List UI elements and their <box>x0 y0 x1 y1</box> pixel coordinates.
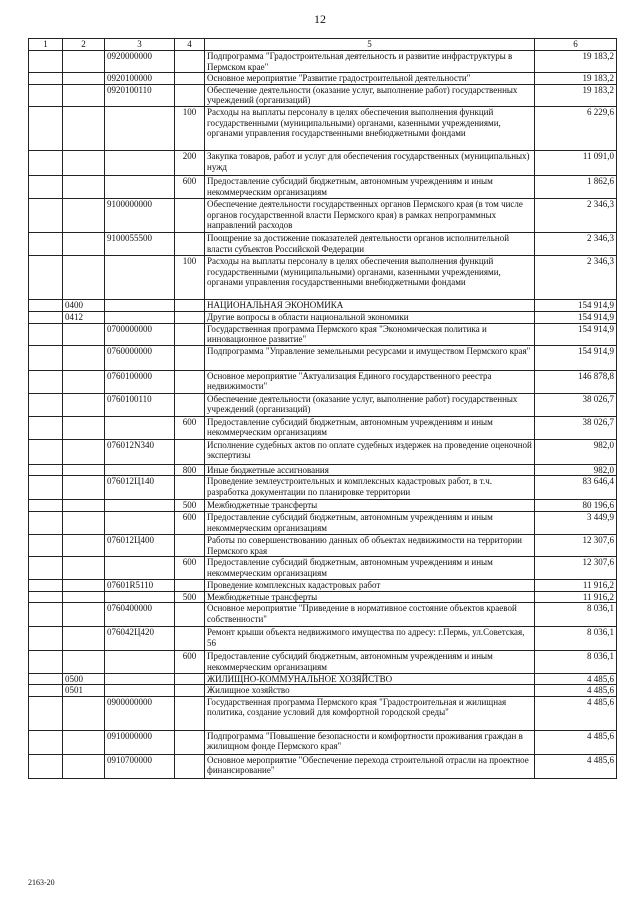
code-target-article: 0900000000 <box>105 696 175 730</box>
table-row <box>29 696 617 730</box>
code-expense-type <box>175 673 205 685</box>
code-target-article: 0760100110 <box>105 393 175 416</box>
row-description: Исполнение судебных актов по оплате судебных издержек на проведение оценочной экспертизы <box>205 439 535 464</box>
code-subsection <box>63 439 105 464</box>
code-section <box>29 603 63 627</box>
row-description: Предоставление субсидий бюджетным, автономным учреждениям и иным некоммерческим организациям <box>205 511 535 534</box>
table-row <box>29 255 617 299</box>
code-target-article <box>105 651 175 673</box>
row-description: Жилищное хозяйство <box>205 685 535 697</box>
budget-table <box>28 38 617 779</box>
row-description: Другие вопросы в области национальной экономики <box>205 311 535 323</box>
table-row <box>29 323 617 345</box>
code-subsection <box>63 232 105 255</box>
code-target-article: 076012Ц140 <box>105 476 175 500</box>
row-amount: 12 307,6 <box>535 534 617 556</box>
row-amount: 11 916,2 <box>535 591 617 603</box>
code-expense-type <box>175 627 205 651</box>
code-section <box>29 175 63 198</box>
table-row <box>29 150 617 175</box>
code-target-article: 9100000000 <box>105 198 175 232</box>
row-description: Межбюджетные трансферты <box>205 591 535 603</box>
code-target-article <box>105 175 175 198</box>
table-row <box>29 673 617 685</box>
code-section <box>29 51 63 73</box>
table-row <box>29 84 617 106</box>
table-row <box>29 73 617 85</box>
code-subsection <box>63 323 105 345</box>
row-amount: 8 036,1 <box>535 651 617 673</box>
row-amount: 4 485,6 <box>535 696 617 730</box>
code-section <box>29 323 63 345</box>
code-section <box>29 232 63 255</box>
code-expense-type: 500 <box>175 591 205 603</box>
row-amount: 2 346,3 <box>535 255 617 299</box>
code-target-article: 9100055500 <box>105 232 175 255</box>
row-amount: 982,0 <box>535 439 617 464</box>
code-expense-type: 600 <box>175 557 205 580</box>
code-expense-type <box>175 84 205 106</box>
code-section <box>29 299 63 311</box>
row-description: Предоставление субсидий бюджетным, автономным учреждениям и иным некоммерческим организациям <box>205 557 535 580</box>
code-target-article <box>105 673 175 685</box>
code-subsection <box>63 511 105 534</box>
code-subsection <box>63 591 105 603</box>
table-row <box>29 464 617 476</box>
code-section <box>29 511 63 534</box>
code-subsection <box>63 476 105 500</box>
code-expense-type <box>175 345 205 370</box>
code-section <box>29 393 63 416</box>
code-expense-type <box>175 685 205 697</box>
row-amount: 12 307,6 <box>535 557 617 580</box>
column-header: 4 <box>175 39 205 51</box>
code-target-article <box>105 500 175 512</box>
column-header: 6 <box>535 39 617 51</box>
row-amount: 11 916,2 <box>535 580 617 592</box>
row-description: ЖИЛИЩНО-КОММУНАЛЬНОЕ ХОЗЯЙСТВО <box>205 673 535 685</box>
code-expense-type <box>175 534 205 556</box>
row-description: Основное мероприятие "Приведение в нормативное состояние объектов краевой собственности" <box>205 603 535 627</box>
table-row <box>29 580 617 592</box>
code-target-article: 0760400000 <box>105 603 175 627</box>
code-expense-type: 600 <box>175 511 205 534</box>
code-expense-type <box>175 580 205 592</box>
row-amount: 982,0 <box>535 464 617 476</box>
code-expense-type: 200 <box>175 150 205 175</box>
code-subsection <box>63 150 105 175</box>
code-subsection <box>63 696 105 730</box>
code-target-article: 0910700000 <box>105 754 175 778</box>
code-section <box>29 255 63 299</box>
row-amount: 4 485,6 <box>535 730 617 754</box>
code-section <box>29 580 63 592</box>
code-subsection <box>63 255 105 299</box>
code-expense-type <box>175 299 205 311</box>
code-target-article <box>105 511 175 534</box>
row-amount: 8 036,1 <box>535 603 617 627</box>
code-expense-type <box>175 232 205 255</box>
column-header: 3 <box>105 39 175 51</box>
code-target-article: 0700000000 <box>105 323 175 345</box>
table-row <box>29 651 617 673</box>
table-row <box>29 730 617 754</box>
code-section <box>29 673 63 685</box>
code-section <box>29 73 63 85</box>
row-amount: 2 346,3 <box>535 198 617 232</box>
table-row <box>29 534 617 556</box>
row-description: Предоставление субсидий бюджетным, автономным учреждениям и иным некоммерческим организациям <box>205 175 535 198</box>
code-expense-type <box>175 439 205 464</box>
code-expense-type: 100 <box>175 106 205 150</box>
table-row <box>29 198 617 232</box>
code-target-article <box>105 311 175 323</box>
code-section <box>29 439 63 464</box>
code-target-article <box>105 557 175 580</box>
table-row <box>29 345 617 370</box>
code-target-article: 076042Ц420 <box>105 627 175 651</box>
row-amount: 38 026,7 <box>535 393 617 416</box>
code-expense-type <box>175 393 205 416</box>
row-description: НАЦИОНАЛЬНАЯ ЭКОНОМИКА <box>205 299 535 311</box>
code-section <box>29 557 63 580</box>
row-description: Государственная программа Пермского края "Градостроительная и жилищная политика, создание условий для комфортной городской среды" <box>205 696 535 730</box>
row-amount: 1 862,6 <box>535 175 617 198</box>
row-description: Основное мероприятие "Обеспечение перехода строительной отрасли на проектное финансирование" <box>205 754 535 778</box>
row-description: Расходы на выплаты персоналу в целях обеспечения выполнения функций государственными (муниципальными) органами, казенными учреждениями, органами управления государственными внебюджетными фондами <box>205 106 535 150</box>
code-subsection <box>63 557 105 580</box>
row-description: Подпрограмма "Управление земельными ресурсами и имуществом Пермского края" <box>205 345 535 370</box>
code-expense-type: 100 <box>175 255 205 299</box>
row-amount: 8 036,1 <box>535 627 617 651</box>
code-section <box>29 198 63 232</box>
code-section <box>29 84 63 106</box>
table-row <box>29 439 617 464</box>
row-amount: 4 485,6 <box>535 673 617 685</box>
code-target-article <box>105 106 175 150</box>
code-expense-type: 600 <box>175 651 205 673</box>
code-target-article <box>105 591 175 603</box>
code-subsection <box>63 627 105 651</box>
code-target-article <box>105 255 175 299</box>
code-subsection: 0500 <box>63 673 105 685</box>
column-header: 5 <box>205 39 535 51</box>
row-amount: 154 914,9 <box>535 311 617 323</box>
row-amount: 3 449,9 <box>535 511 617 534</box>
code-subsection <box>63 580 105 592</box>
code-target-article <box>105 464 175 476</box>
row-amount: 83 646,4 <box>535 476 617 500</box>
table-row <box>29 511 617 534</box>
code-subsection <box>63 73 105 85</box>
code-subsection <box>63 51 105 73</box>
row-amount: 2 346,3 <box>535 232 617 255</box>
code-expense-type <box>175 476 205 500</box>
code-target-article: 0920000000 <box>105 51 175 73</box>
code-expense-type: 800 <box>175 464 205 476</box>
code-expense-type <box>175 311 205 323</box>
row-amount: 154 914,9 <box>535 345 617 370</box>
row-amount: 80 196,6 <box>535 500 617 512</box>
row-description: Обеспечение деятельности (оказание услуг, выполнение работ) государственных учреждений (организаций) <box>205 393 535 416</box>
table-row <box>29 416 617 439</box>
code-expense-type: 600 <box>175 175 205 198</box>
code-subsection <box>63 730 105 754</box>
code-section <box>29 106 63 150</box>
code-target-article: 0910000000 <box>105 730 175 754</box>
row-description: Ремонт крыши объекта недвижимого имущества по адресу: г.Пермь, ул.Советская, 56 <box>205 627 535 651</box>
row-description: Проведение землеустроительных и комплексных кадастровых работ, в т.ч. разработка документации по планировке территории <box>205 476 535 500</box>
code-expense-type <box>175 754 205 778</box>
code-subsection: 0501 <box>63 685 105 697</box>
table-row <box>29 51 617 73</box>
code-section <box>29 730 63 754</box>
code-expense-type <box>175 323 205 345</box>
code-section <box>29 500 63 512</box>
code-expense-type: 500 <box>175 500 205 512</box>
row-amount: 19 183,2 <box>535 73 617 85</box>
row-amount: 154 914,9 <box>535 299 617 311</box>
row-amount: 19 183,2 <box>535 84 617 106</box>
code-expense-type <box>175 51 205 73</box>
code-expense-type: 600 <box>175 416 205 439</box>
code-target-article <box>105 685 175 697</box>
code-section <box>29 416 63 439</box>
table-row <box>29 106 617 150</box>
column-header: 2 <box>63 39 105 51</box>
row-amount: 4 485,6 <box>535 685 617 697</box>
code-target-article: 0920100000 <box>105 73 175 85</box>
table-row <box>29 299 617 311</box>
table-row <box>29 500 617 512</box>
row-description: Предоставление субсидий бюджетным, автономным учреждениям и иным некоммерческим организациям <box>205 651 535 673</box>
row-amount: 11 091,0 <box>535 150 617 175</box>
code-target-article: 07601R5110 <box>105 580 175 592</box>
row-amount: 154 914,9 <box>535 323 617 345</box>
row-amount: 19 183,2 <box>535 51 617 73</box>
table-row <box>29 393 617 416</box>
table-row <box>29 311 617 323</box>
table-row <box>29 175 617 198</box>
row-description: Подпрограмма "Градостроительная деятельность и развитие инфраструктуры в Пермском крае" <box>205 51 535 73</box>
row-description: Расходы на выплаты персоналу в целях обеспечения выполнения функций государственными (муниципальными) органами, казенными учреждениями, органами управления государственными внебюджетными фондами <box>205 255 535 299</box>
code-subsection <box>63 393 105 416</box>
code-subsection: 0400 <box>63 299 105 311</box>
row-description: Предоставление субсидий бюджетным, автономным учреждениям и иным некоммерческим организациям <box>205 416 535 439</box>
code-target-article: 0920100110 <box>105 84 175 106</box>
table-row <box>29 591 617 603</box>
code-subsection <box>63 345 105 370</box>
code-subsection <box>63 84 105 106</box>
code-target-article <box>105 299 175 311</box>
code-subsection <box>63 198 105 232</box>
code-section <box>29 150 63 175</box>
code-subsection <box>63 603 105 627</box>
code-expense-type <box>175 370 205 393</box>
code-subsection <box>63 651 105 673</box>
row-description: Работы по совершенствованию данных об объектах недвижимости на территории Пермского края <box>205 534 535 556</box>
code-expense-type <box>175 198 205 232</box>
code-section <box>29 754 63 778</box>
code-subsection <box>63 370 105 393</box>
row-description: Проведение комплексных кадастровых работ <box>205 580 535 592</box>
row-description: Основное мероприятие "Развитие градостроительной деятельности" <box>205 73 535 85</box>
code-expense-type <box>175 73 205 85</box>
code-subsection <box>63 416 105 439</box>
table-header-row <box>29 39 617 51</box>
code-subsection <box>63 175 105 198</box>
row-description: Основное мероприятие "Актуализация Единого государственного реестра недвижимости" <box>205 370 535 393</box>
code-expense-type <box>175 696 205 730</box>
table-row <box>29 370 617 393</box>
table-row <box>29 557 617 580</box>
code-section <box>29 696 63 730</box>
code-subsection <box>63 534 105 556</box>
code-subsection <box>63 106 105 150</box>
code-subsection <box>63 500 105 512</box>
row-description: Обеспечение деятельности государственных органов Пермского края (в том числе органов государственной власти Пермского края) в рамках непрограммных направлений расходов <box>205 198 535 232</box>
document-code: 2163-20 <box>28 878 55 887</box>
code-section <box>29 534 63 556</box>
page-number: 12 <box>314 12 326 26</box>
code-expense-type <box>175 730 205 754</box>
code-section <box>29 476 63 500</box>
code-section <box>29 685 63 697</box>
code-subsection <box>63 754 105 778</box>
code-section <box>29 345 63 370</box>
code-subsection: 0412 <box>63 311 105 323</box>
row-description: Подпрограмма "Повышение безопасности и комфортности проживания граждан в жилищном фонде Пермского края" <box>205 730 535 754</box>
row-amount: 6 229,6 <box>535 106 617 150</box>
row-description: Государственная программа Пермского края "Экономическая политика и инновационное развитие" <box>205 323 535 345</box>
code-section <box>29 591 63 603</box>
row-description: Иные бюджетные ассигнования <box>205 464 535 476</box>
table-row <box>29 685 617 697</box>
code-section <box>29 464 63 476</box>
row-description: Закупка товаров, работ и услуг для обеспечения государственных (муниципальных) нужд <box>205 150 535 175</box>
row-description: Поощрение за достижение показателей деятельности органов исполнительной власти субъектов Российской Федерации <box>205 232 535 255</box>
code-target-article <box>105 150 175 175</box>
code-target-article <box>105 416 175 439</box>
table-row <box>29 754 617 778</box>
code-target-article: 076012Ц400 <box>105 534 175 556</box>
row-amount: 4 485,6 <box>535 754 617 778</box>
code-section <box>29 627 63 651</box>
table-row <box>29 476 617 500</box>
code-target-article: 0760100000 <box>105 370 175 393</box>
row-description: Обеспечение деятельности (оказание услуг, выполнение работ) государственных учреждений (организаций) <box>205 84 535 106</box>
table-row <box>29 627 617 651</box>
code-target-article: 076012N340 <box>105 439 175 464</box>
table-row <box>29 603 617 627</box>
code-section <box>29 651 63 673</box>
table-row <box>29 232 617 255</box>
code-section <box>29 311 63 323</box>
code-expense-type <box>175 603 205 627</box>
row-amount: 146 878,8 <box>535 370 617 393</box>
row-description: Межбюджетные трансферты <box>205 500 535 512</box>
column-header: 1 <box>29 39 63 51</box>
code-target-article: 0760000000 <box>105 345 175 370</box>
code-section <box>29 370 63 393</box>
code-subsection <box>63 464 105 476</box>
row-amount: 38 026,7 <box>535 416 617 439</box>
